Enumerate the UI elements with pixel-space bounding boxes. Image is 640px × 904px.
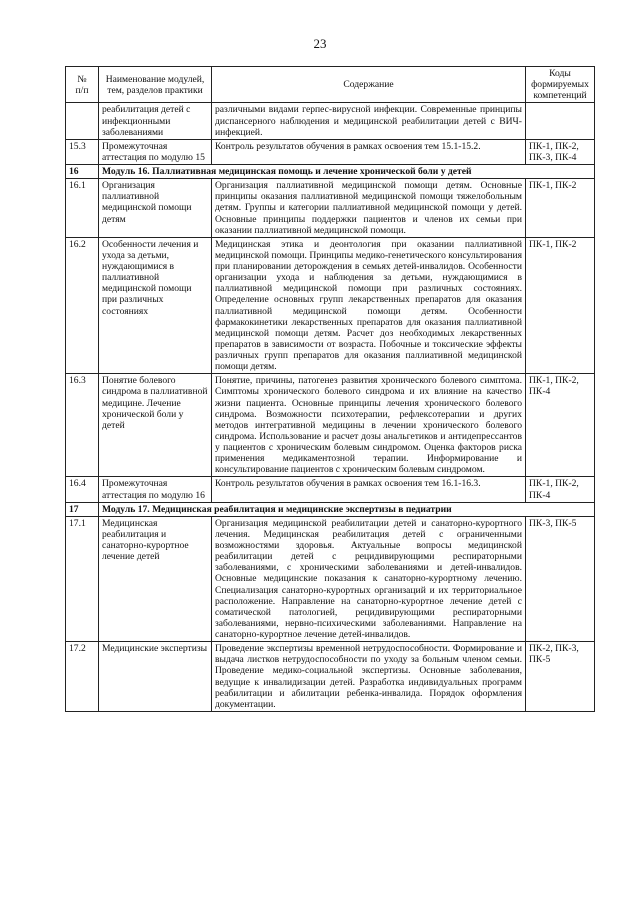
row-num: 17.2	[66, 642, 99, 712]
table-row	[66, 374, 595, 477]
row-content: Контроль результатов обучения в рамках освоения тем 15.1-15.2.	[212, 139, 526, 164]
module-num: 16	[66, 165, 99, 179]
header-codes: Коды формируемых компетенций	[526, 67, 595, 103]
module-num: 17	[66, 502, 99, 516]
row-content: Понятие, причины, патогенез развития хронического болевого симптома. Симптомы хронического болевого синдрома и их влияние на качество жизни пациента. Основные принципы лечения хронического болевого синдрома. Возможности психотерапии, рефлексотерапии и других методов интегративной медицины в лечении хронического болевого синдрома. Использование и расчет дозы анальгетиков и антидепрессантов у пациентов с хроническим болевым синдромом. Оценка факторов риска применения медикаментозной терапии. Информирование и консультирование пациентов с хроническим болевым синдромом.	[212, 374, 526, 477]
curriculum-table	[65, 66, 595, 712]
row-num: 16.2	[66, 237, 99, 374]
row-num: 16.3	[66, 374, 99, 477]
table-row	[66, 139, 595, 164]
module-title: Модуль 16. Паллиативная медицинская помощь и лечение хронической боли у детей	[99, 165, 595, 179]
row-name: Понятие болевого синдрома в паллиативной медицине. Лечение хронической боли у детей	[99, 374, 212, 477]
table-row	[66, 477, 595, 502]
row-codes	[526, 103, 595, 139]
table-row	[66, 179, 595, 238]
row-codes: ПК-1, ПК-2, ПК-4	[526, 477, 595, 502]
table-row	[66, 642, 595, 712]
row-name: Организация паллиативной медицинской помощи детям	[99, 179, 212, 238]
row-codes: ПК-1, ПК-2, ПК-3, ПК-4	[526, 139, 595, 164]
row-num: 16.4	[66, 477, 99, 502]
table-body	[66, 103, 595, 712]
row-num: 17.1	[66, 516, 99, 641]
row-content: различными видами герпес-вирусной инфекции. Современные принципы диспансерного наблюдения и медицинской реабилитации детей с ВИЧ-инфекцией.	[212, 103, 526, 139]
row-codes: ПК-1, ПК-2	[526, 179, 595, 238]
header-content: Содержание	[212, 67, 526, 103]
row-content: Проведение экспертизы временной нетрудоспособности. Формирование и выдача листков нетрудоспособности по уходу за больным членом семьи. Проведение медико-социальной экспертизы. Основные заболевания, ведущие к инвалидизации детей. Разработка индивидуальных программ реабилитации и абилитации ребенка-инвалида. Порядок оформления документации.	[212, 642, 526, 712]
table-header	[66, 67, 595, 103]
row-name: Промежуточная аттестация по модулю 15	[99, 139, 212, 164]
row-name: Промежуточная аттестация по модулю 16	[99, 477, 212, 502]
header-name: Наименование модулей, тем, разделов практики	[99, 67, 212, 103]
module-row	[66, 165, 595, 179]
row-codes: ПК-1, ПК-2	[526, 237, 595, 374]
module-row	[66, 502, 595, 516]
row-content: Организация медицинской реабилитации детей и санаторно-курортного лечения. Медицинская реабилитация детей с ограниченными возможностями здоровья. Актуальные вопросы медицинской реабилитации детей с рецидивирующими респираторными заболеваниями, с хроническими заболеваниями и детей-инвалидов. Основные медицинские показания к санаторно-курортному лечению. Специализация санаторно-курортных организаций и их территориальное расположение. Направление на санаторно-курортное лечение детей с соматической патологией, рецидивирующими респираторными заболеваниями, нервно-психическими заболеваниями. Направление на санаторно-курортное лечение детей-инвалидов.	[212, 516, 526, 641]
row-name: Медицинские экспертизы	[99, 642, 212, 712]
row-codes: ПК-3, ПК-5	[526, 516, 595, 641]
row-name: реабилитация детей с инфекционными заболеваниями	[99, 103, 212, 139]
row-num	[66, 103, 99, 139]
row-content: Медицинская этика и деонтология при оказании паллиативной медицинской помощи. Принципы медико-генетического консультирования при планировании деторождения в семьях детей-инвалидов. Особенности организации ухода и наблюдения за детьми, нуждающимися в паллиативной медицинской помощи при различных состояниях. Определение основных групп лекарственных препаратов для оказания паллиативной медицинской помощи детям. Особенности фармакокинетики лекарственных препаратов для оказания паллиативной медицинской помощи детям. Расчет доз необходимых лекарственных препаратов в зависимости от возраста. Побочные и токсические эффекты различных групп препаратов для оказания паллиативной медицинской помощи детям.	[212, 237, 526, 374]
row-content: Организация паллиативной медицинской помощи детям. Основные принципы оказания паллиативной медицинской помощи тяжелобольным детям. Группы и категории паллиативной медицинской помощи у детей. Основные принципы поддержки пациентов и членов их семьи при оказании паллиативной медицинской помощи.	[212, 179, 526, 238]
module-title: Модуль 17. Медицинская реабилитация и медицинские экспертизы в педиатрии	[99, 502, 595, 516]
row-content: Контроль результатов обучения в рамках освоения тем 16.1-16.3.	[212, 477, 526, 502]
row-codes: ПК-2, ПК-3, ПК-5	[526, 642, 595, 712]
row-codes: ПК-1, ПК-2, ПК-4	[526, 374, 595, 477]
table-row	[66, 103, 595, 139]
table-row	[66, 237, 595, 374]
row-num: 15.3	[66, 139, 99, 164]
page-number: 23	[313, 36, 327, 51]
table-row	[66, 516, 595, 641]
row-name: Особенности лечения и ухода за детьми, нуждающимися в паллиативной медицинской помощи при различных состояниях	[99, 237, 212, 374]
row-num: 16.1	[66, 179, 99, 238]
row-name: Медицинская реабилитация и санаторно-курортное лечение детей	[99, 516, 212, 641]
header-num: № п/п	[66, 67, 99, 103]
